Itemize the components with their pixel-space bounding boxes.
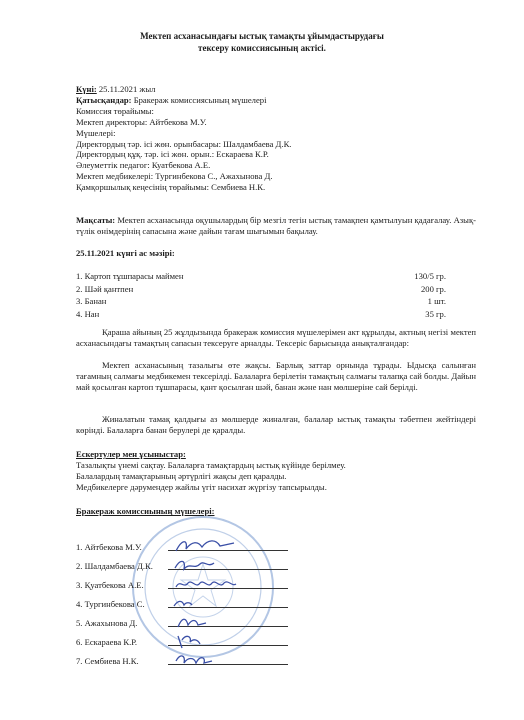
date-value: 25.11.2021 жыл <box>96 84 156 94</box>
menu-item <box>76 283 446 296</box>
signatures-heading: Бракераж комиссиының мүшелері: <box>76 506 215 516</box>
notes-line: Тазалықты үнемі сақтау. Балаларға тамақтардың ыстық күйінде берілмеу. <box>76 459 346 470</box>
header-line: Мүшелері: <box>76 127 116 138</box>
title-line-2: тексеру комиссиясының актісі. <box>198 43 326 53</box>
menu-heading: 25.11.2021 күнгі ас мәзірі: <box>76 248 175 258</box>
notes-heading: Ескертулер мен ұсыныстар: <box>76 449 186 459</box>
menu-list <box>76 270 446 320</box>
menu-item <box>76 308 446 321</box>
signatory-name: 5. Ажахынова Д. <box>76 618 138 628</box>
participants-label: Қатысқандар: <box>76 94 132 105</box>
signature-row <box>76 555 326 574</box>
signature-row <box>76 612 326 631</box>
notes-line: Балалардың тамақтарының әртүрлігі жақсы деп қаралды. <box>76 470 287 481</box>
menu-item-name: 1. Картоп тұшпарасы маймен <box>76 271 184 281</box>
menu-item <box>76 270 446 283</box>
participants-line <box>76 95 476 106</box>
body-paragraph-3: Жиналатын тамақ қалдығы аз мөлшерде жиналған, балалар ыстық тамақты тәбетпен жейтіндері көрінді. Балаларға банан берулері де қаралды. <box>76 414 476 435</box>
handwritten-signature <box>172 537 252 555</box>
menu-item-name: 3. Банан <box>76 296 107 307</box>
body-paragraph-2: Мектеп асханасының тазалығы өте жақсы. Барлық заттар орнында тұрады. Ыдысқа салынған тағамның салмағы медбикемен тексерілді. Балаларға берілетін тамақтың салмағы талапқа сай болды. Дайын май қосылған картоп тұшпарасы, қант қосылған шәй, банан және нан мөлшеріне сай берілді. <box>76 360 476 392</box>
header-line: Комиссия төрайымы: <box>76 105 154 116</box>
menu-item-qty: 35 гр. <box>425 308 446 319</box>
header-line: Қамқоршылық кеңесінің төрайымы: Сембиева Н.К. <box>76 182 266 193</box>
purpose-text: Мектеп асханасында оқушылардың бір мезгіл тегін ыстық тамақпен қамтылуын қадағалау. Азық-түлік өнімдерінің сапасына және дайын тағам шығымын бақылау. <box>76 215 476 236</box>
header-line: Мектеп директоры: Айтбекова М.У. <box>76 116 207 127</box>
signature-row <box>76 650 326 669</box>
signature-list <box>76 536 326 669</box>
signatory-name: 1. Айтбекова М.У. <box>76 542 142 552</box>
purpose-paragraph <box>76 215 476 237</box>
menu-item-qty: 1 шт. <box>427 296 446 307</box>
signatory-name: 4. Тургинбекова С. <box>76 599 145 609</box>
signatory-name: 6. Ескараева К.Р. <box>76 637 138 647</box>
notes-line: Медбикелерге дәрумендер жайлы үгіт насихат жүргізу тапсырылды. <box>76 481 327 492</box>
body-paragraph-1: Қараша айының 25 жұлдызында бракераж комиссия мүшелерімен акт құрылды, актның негізі мектеп асханасындағы тамақтың сапасын тексеруге арналды. Тексеріс барысында анықталғандар: <box>76 327 476 348</box>
header-line: Мектеп медбикелері: Тургинбекова С., Ажахынова Д. <box>76 171 273 182</box>
document-title <box>60 30 464 54</box>
signature-row <box>76 631 326 650</box>
menu-item-name: 4. Нан <box>76 308 100 319</box>
signatory-name: 7. Сембиева Н.К. <box>76 656 139 666</box>
handwritten-signature <box>172 594 252 612</box>
menu-item <box>76 295 446 308</box>
participants-value: Бракераж комиссиясының мүшелері <box>131 94 267 105</box>
handwritten-signature <box>172 632 252 650</box>
header-line: Директордың тәр. ісі жөн. орынбасары: Шалдамбаева Д.К. <box>76 138 292 149</box>
notes-block <box>76 449 476 493</box>
date-line <box>76 84 476 95</box>
handwritten-signature <box>172 556 252 574</box>
signatory-name: 3. Қуатбекова А.Е. <box>76 580 144 590</box>
header-line: Әлеуметтік педагог: Куатбекова А.Е. <box>76 160 211 171</box>
date-label: Күні: <box>76 84 97 94</box>
signature-row <box>76 593 326 612</box>
menu-item-qty: 200 гр. <box>420 283 446 294</box>
signature-row <box>76 574 326 593</box>
handwritten-signature <box>172 613 252 631</box>
menu-item-qty: 130/5 гр. <box>414 271 446 281</box>
header-block <box>76 84 476 193</box>
menu-item-name: 2. Шәй қантпен <box>76 283 134 294</box>
signature-row <box>76 536 326 555</box>
signatory-name: 2. Шалдамбаева Д.К. <box>76 561 153 571</box>
purpose-label: Мақсаты: <box>76 215 116 225</box>
header-line: Директордың құқ. тәр. ісі жөн. орын.: Ескараева К.Р. <box>76 149 269 160</box>
handwritten-signature <box>172 575 252 593</box>
title-line-1: Мектеп асханасындағы ыстық тамақты ұйымдастырудағы <box>140 31 384 41</box>
handwritten-signature <box>172 651 252 669</box>
